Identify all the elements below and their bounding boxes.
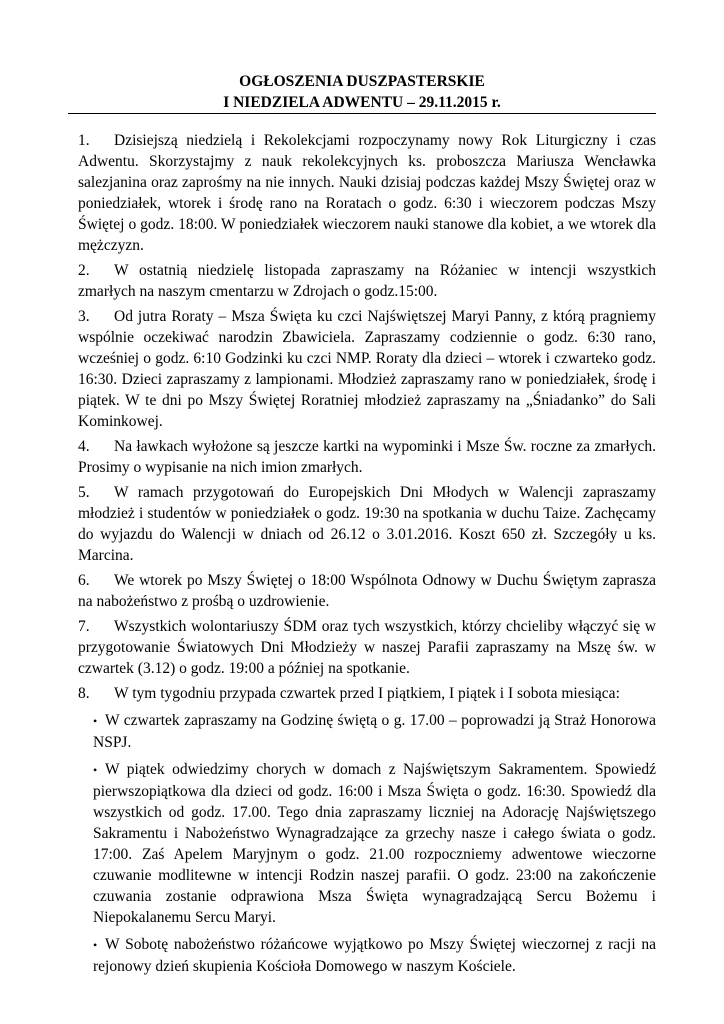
announcements-list [78,130,656,981]
item-text: W tym tygodniu przypada czwartek przed I piątkiem, I piątek i I sobota miesiąca: [114,685,620,702]
bullet-item [93,759,656,928]
title-line-2: I NIEDZIELA ADWENTU – 29.11.2015 r. [223,94,501,111]
item-text: Dzisiejszą niedzielą i Rekolekcjami rozpoczynamy nowy Rok Liturgiczny i czas Adwentu. Skorzystajmy z nauk rekolekcyjnych ks. proboszcza Mariusza Wencławka salezjanina oraz zaprośmy na nie innych. Nauki dzisiaj podczas każdej Mszy Świętej oraz w poniedziałek, wtorek i środę rano na Roratach o godz. 6:30 i wieczorem podczas Mszy Świętej o godz. 18:00. W poniedziałek wieczorem nauki stanowe dla kobiet, a we wtorek dla mężczyzn. [78,132,656,254]
item-number: 4. [78,438,90,455]
item-text: Od jutra Roraty – Msza Święta ku czci Najświętszej Maryi Panny, z którą pragniemy wspólnie oczekiwać narodzin Zbawiciela. Zapraszamy codziennie o godz. 6:30 rano, wcześniej o godz. 6:10 Godzinki ku czci NMP. Roraty dla dzieci – wtorek i czwarteko godz. 16:30. Dzieci zapraszamy z lampionami. Młodzież zapraszamy rano w poniedziałek, środę i piątek. W te dni po Mszy Świętej Roratniej młodzież zapraszamy na „Śniadanko” do Sali Kominkowej. [78,308,656,430]
bullet-text: W Sobotę nabożeństwo różańcowe wyjątkowo po Mszy Świętej wieczornej z racji na rejonowy dzień skupienia Kościoła Domowego w naszym Kościele. [93,936,656,975]
bullet-text: W piątek odwiedzimy chorych w domach z Najświętszym Sakramentem. Spowiedź pierwszopiątkowa dla dzieci od godz. 16:00 i Msza Święta o godz. 16:30. Spowiedź dla wszystkich od godz. 17.00. Tego dnia zapraszamy liczniej na Adorację Najświętszego Sakramentu i Nabożeństwo Wynagradzające za grzechy nasze i całego świata o godz. 17:00. Zaś Apelem Maryjnym o godz. 21.00 rozpoczniemy adwentowe wieczorne czuwanie modlitewne w intencji Rodzin naszej parafii. O godz. 23:00 na zakończenie czuwania zostanie odprawiona Msza Święta wynagradzającą Sercu Bożemu i Niepokalanemu Sercu Maryi. [93,761,656,926]
item-text: We wtorek po Mszy Świętej o 18:00 Wspólnota Odnowy w Duchu Świętym zaprasza na nabożeństwo z prośbą o uzdrowienie. [78,572,656,610]
item-number: 3. [78,308,90,325]
announcement-item [78,482,656,566]
item-number: 7. [78,618,90,635]
item-number: 5. [78,484,90,501]
item-text: Na ławkach wyłożone są jeszcze kartki na wypominki i Msze Św. roczne za zmarłych. Prosimy o wypisanie na nich imion zmarłych. [78,438,656,476]
announcement-item [78,306,656,432]
bullet-item [93,934,656,977]
announcement-item [78,683,656,704]
bullet-text: W czwartek zapraszamy na Godzinę świętą o g. 17.00 – poprowadzi ją Straż Honorowa NSPJ. [93,712,656,751]
item-text: W ostatnią niedzielę listopada zapraszamy na Różaniec w intencji wszystkich zmarłych na naszym cmentarzu w Zdrojach o godz.15:00. [78,262,656,300]
bullet-item [93,710,656,753]
bullet-icon: • [93,938,98,952]
bullet-icon: • [93,714,98,728]
item-text: Wszystkich wolontariuszy ŚDM oraz tych wszystkich, którzy chcieliby włączyć się w przygotowanie Światowych Dni Młodzieży w naszej Parafii zapraszamy na Mszę św. w czwartek (3.12) o godz. 19:00 a później na spotkanie. [78,618,656,677]
announcement-item [78,436,656,478]
item-number: 6. [78,572,90,589]
item-number: 8. [78,685,90,702]
announcement-item [78,616,656,679]
item-text: W ramach przygotowań do Europejskich Dni Młodych w Walencji zapraszamy młodzież i studentów w poniedziałek o godz. 19:30 na spotkania w duchu Taize. Zachęcamy do wyjazdu do Walencji w dniach od 26.12 o 3.01.2016. Koszt 650 zł. Szczegóły u ks. Marcina. [78,484,656,564]
bullet-icon: • [93,763,98,777]
item-number: 1. [78,132,90,149]
announcement-item [78,570,656,612]
item-number: 2. [78,262,90,279]
title-line-1: OGŁOSZENIA DUSZPASTERSKIE [239,73,485,90]
title-underline [68,113,656,114]
announcement-item [78,260,656,302]
announcement-item [78,130,656,256]
